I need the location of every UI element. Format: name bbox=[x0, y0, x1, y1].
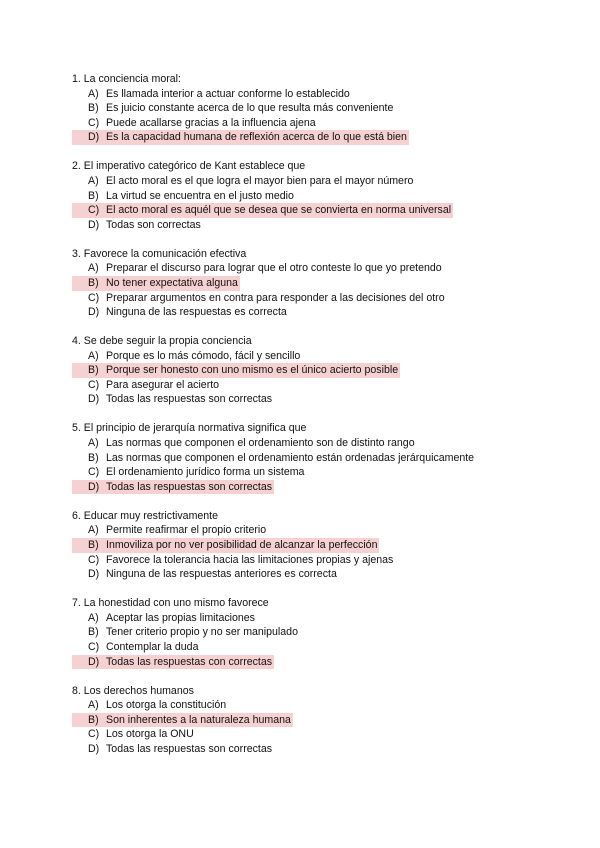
question-title: 8. Los derechos humanos bbox=[72, 684, 194, 697]
question-block bbox=[72, 334, 542, 407]
answer-option bbox=[72, 742, 542, 757]
option-content bbox=[72, 130, 409, 145]
option-content bbox=[72, 101, 395, 116]
option-letter: A) bbox=[88, 524, 99, 537]
answer-option bbox=[72, 451, 542, 466]
option-letter: C) bbox=[88, 466, 100, 479]
option-content bbox=[72, 349, 302, 364]
option-letter: C) bbox=[88, 640, 100, 653]
option-letter: D) bbox=[88, 218, 100, 231]
option-text: Las normas que componen el ordenamiento son de distinto rango bbox=[106, 437, 415, 450]
option-content bbox=[72, 523, 268, 538]
option-text: Para asegurar el acierto bbox=[106, 378, 220, 391]
option-letter: A) bbox=[88, 174, 99, 187]
answer-option bbox=[72, 261, 542, 276]
answer-option bbox=[72, 625, 542, 640]
option-content bbox=[72, 189, 296, 204]
option-content bbox=[72, 218, 203, 233]
question-list bbox=[72, 72, 542, 771]
option-text: Es la capacidad humana de reflexión acerca de lo que está bien bbox=[106, 131, 407, 144]
option-letter: B) bbox=[88, 102, 99, 115]
option-content bbox=[72, 261, 444, 276]
question-block bbox=[72, 159, 542, 232]
option-content bbox=[72, 116, 318, 131]
option-content bbox=[72, 611, 257, 626]
answer-option-highlighted bbox=[72, 130, 542, 145]
answer-option bbox=[72, 87, 542, 102]
option-letter: B) bbox=[88, 713, 99, 726]
option-text: Las normas que componen el ordenamiento están ordenadas jerárquicamente bbox=[106, 451, 475, 464]
answer-option bbox=[72, 436, 542, 451]
answer-option bbox=[72, 218, 542, 233]
option-content bbox=[72, 451, 476, 466]
option-letter: B) bbox=[88, 276, 99, 289]
option-content bbox=[72, 567, 339, 582]
option-content bbox=[72, 553, 395, 568]
question-block bbox=[72, 72, 542, 145]
answer-option bbox=[72, 189, 542, 204]
option-text: Todas las respuestas son correctas bbox=[106, 393, 273, 406]
option-text: Porque es lo más cómodo, fácil y sencillo bbox=[106, 349, 301, 362]
option-letter: D) bbox=[88, 742, 100, 755]
answer-option-highlighted bbox=[72, 655, 542, 670]
option-letter: C) bbox=[88, 291, 100, 304]
option-text: Es juicio constante acerca de lo que resulta más conveniente bbox=[106, 102, 394, 115]
option-letter: D) bbox=[88, 306, 100, 319]
option-letter: A) bbox=[88, 262, 99, 275]
option-text: Es llamada interior a actuar conforme lo establecido bbox=[106, 87, 350, 100]
option-content bbox=[72, 742, 274, 757]
option-content bbox=[72, 713, 293, 728]
question-block bbox=[72, 684, 542, 757]
answer-option bbox=[72, 174, 542, 189]
option-content bbox=[72, 465, 306, 480]
option-content bbox=[72, 203, 453, 218]
answer-option-highlighted bbox=[72, 713, 542, 728]
option-text: Porque ser honesto con uno mismo es el único acierto posible bbox=[106, 364, 399, 377]
option-text: Todas las respuestas son correctas bbox=[106, 480, 273, 493]
option-letter: A) bbox=[88, 349, 99, 362]
question-title: 5. El principio de jerarquía normativa significa que bbox=[72, 422, 307, 435]
option-letter: D) bbox=[88, 393, 100, 406]
option-content bbox=[72, 392, 274, 407]
option-letter: A) bbox=[88, 611, 99, 624]
question-title: 7. La honestidad con uno mismo favorece bbox=[72, 597, 269, 610]
question-title: 2. El imperativo categórico de Kant establece que bbox=[72, 160, 306, 173]
option-content bbox=[72, 174, 415, 189]
option-content bbox=[72, 305, 289, 320]
question-block bbox=[72, 421, 542, 494]
option-text: El acto moral es aquél que se desea que se convierta en norma universal bbox=[106, 204, 452, 217]
option-text: Todas las respuestas son correctas bbox=[106, 742, 273, 755]
answer-option bbox=[72, 727, 542, 742]
option-letter: D) bbox=[88, 131, 100, 144]
question-title: 4. Se debe seguir la propia conciencia bbox=[72, 335, 252, 348]
option-text: Inmoviliza por no ver posibilidad de alcanzar la perfección bbox=[106, 538, 378, 551]
answer-option bbox=[72, 305, 542, 320]
answer-option bbox=[72, 101, 542, 116]
answer-option bbox=[72, 378, 542, 393]
option-letter: B) bbox=[88, 451, 99, 464]
option-letter: C) bbox=[88, 204, 100, 217]
question-block bbox=[72, 247, 542, 320]
answer-option bbox=[72, 291, 542, 306]
option-letter: A) bbox=[88, 699, 99, 712]
option-content bbox=[72, 436, 417, 451]
option-content bbox=[72, 378, 221, 393]
option-content bbox=[72, 276, 240, 291]
option-letter: D) bbox=[88, 480, 100, 493]
question-title: 6. Educar muy restrictivamente bbox=[72, 509, 219, 522]
answer-option-highlighted bbox=[72, 363, 542, 378]
option-letter: C) bbox=[88, 116, 100, 129]
option-letter: D) bbox=[88, 655, 100, 668]
option-text: El ordenamiento jurídico forma un sistema bbox=[106, 466, 305, 479]
question-title: 1. La conciencia moral: bbox=[72, 73, 181, 85]
option-letter: B) bbox=[88, 189, 99, 202]
option-text: Todas las respuestas con correctas bbox=[106, 655, 273, 668]
option-letter: B) bbox=[88, 538, 99, 551]
option-letter: C) bbox=[88, 728, 100, 741]
option-content bbox=[72, 363, 400, 378]
option-text: Contemplar la duda bbox=[106, 640, 199, 653]
option-text: Puede acallarse gracias a la influencia ajena bbox=[106, 116, 316, 129]
answer-option bbox=[72, 392, 542, 407]
option-text: Ninguna de las respuestas anteriores es correcta bbox=[106, 568, 337, 581]
option-text: Favorece la tolerancia hacia las limitaciones propias y ajenas bbox=[106, 553, 394, 566]
option-letter: B) bbox=[88, 364, 99, 377]
option-letter: A) bbox=[88, 87, 99, 100]
answer-option bbox=[72, 349, 542, 364]
answer-option bbox=[72, 698, 542, 713]
option-text: Son inherentes a la naturaleza humana bbox=[106, 713, 291, 726]
answer-option bbox=[72, 553, 542, 568]
option-content bbox=[72, 538, 379, 553]
answer-option bbox=[72, 465, 542, 480]
answer-option bbox=[72, 523, 542, 538]
option-letter: A) bbox=[88, 437, 99, 450]
answer-option-highlighted bbox=[72, 480, 542, 495]
option-text: Los otorga la ONU bbox=[106, 728, 194, 741]
answer-option-highlighted bbox=[72, 538, 542, 553]
answer-option bbox=[72, 611, 542, 626]
option-text: No tener expectativa alguna bbox=[106, 276, 238, 289]
option-content bbox=[72, 625, 300, 640]
answer-option bbox=[72, 567, 542, 582]
option-content bbox=[72, 291, 447, 306]
answer-option-highlighted bbox=[72, 276, 542, 291]
option-text: El acto moral es el que logra el mayor bien para el mayor número bbox=[106, 174, 414, 187]
question-block bbox=[72, 509, 542, 582]
answer-option-highlighted bbox=[72, 203, 542, 218]
option-text: La virtud se encuentra en el justo medio bbox=[106, 189, 294, 202]
option-content bbox=[72, 655, 274, 670]
option-text: Todas son correctas bbox=[106, 218, 201, 231]
option-content bbox=[72, 480, 274, 495]
option-text: Aceptar las propias limitaciones bbox=[106, 611, 255, 624]
option-text: Permite reafirmar el propio criterio bbox=[106, 524, 267, 537]
option-letter: C) bbox=[88, 553, 100, 566]
question-block bbox=[72, 596, 542, 669]
option-content bbox=[72, 640, 200, 655]
option-letter: C) bbox=[88, 378, 100, 391]
option-letter: D) bbox=[88, 568, 100, 581]
option-text: Preparar el discurso para lograr que el otro conteste lo que yo pretendo bbox=[106, 262, 442, 275]
option-letter: B) bbox=[88, 626, 99, 639]
option-content bbox=[72, 87, 352, 102]
question-title: 3. Favorece la comunicación efectiva bbox=[72, 247, 247, 260]
answer-option bbox=[72, 640, 542, 655]
option-content bbox=[72, 698, 228, 713]
option-text: Tener criterio propio y no ser manipulado bbox=[106, 626, 298, 639]
option-text: Ninguna de las respuestas es correcta bbox=[106, 306, 287, 319]
answer-option bbox=[72, 116, 542, 131]
option-text: Preparar argumentos en contra para responder a las decisiones del otro bbox=[106, 291, 445, 304]
option-content bbox=[72, 727, 196, 742]
option-text: Los otorga la constitución bbox=[106, 699, 227, 712]
